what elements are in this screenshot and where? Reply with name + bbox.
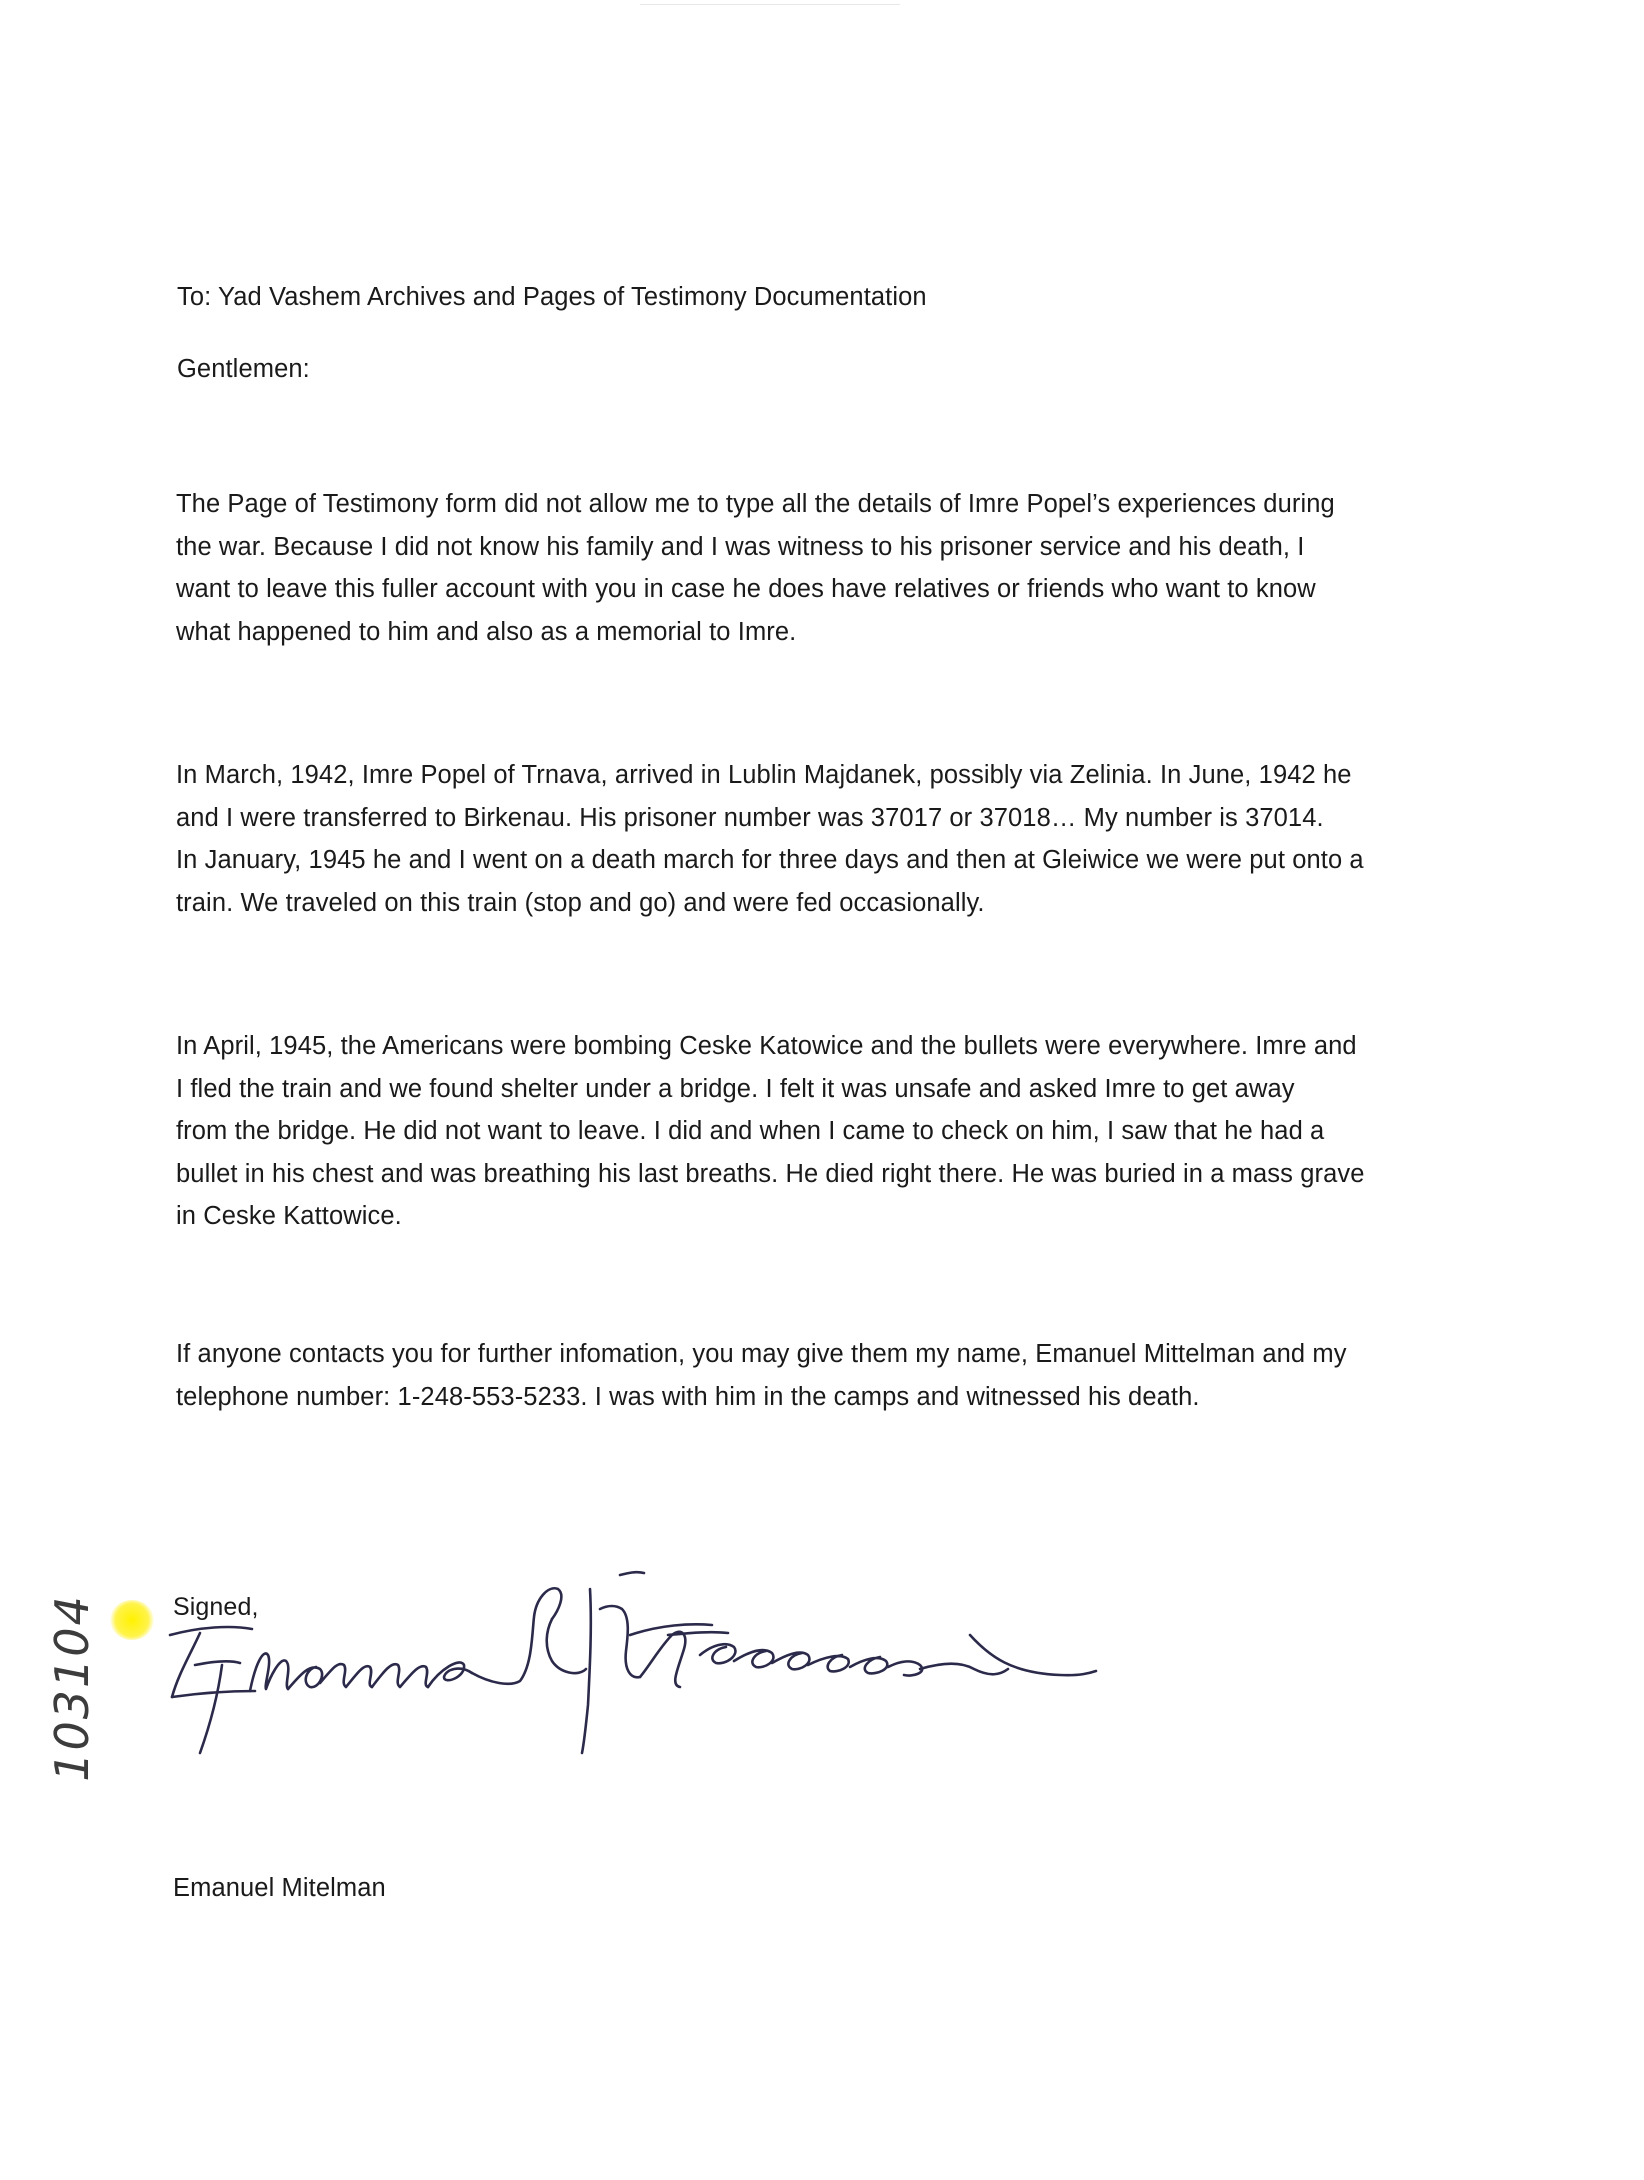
paragraph-line: In January, 1945 he and I went on a death march for three days and then at Gleiwice we were put onto a (176, 846, 1364, 875)
paragraph-line: the war. Because I did not know his family and I was witness to his prisoner service and his death, I (176, 532, 1305, 561)
salutation: Gentlemen: (177, 355, 310, 383)
paragraph-line: If anyone contacts you for further infomation, you may give them my name, Emanuel Mittelman and my (176, 1340, 1347, 1368)
paragraph-line: what happened to him and also as a memorial to Imre. (176, 617, 797, 646)
paragraph-line: I fled the train and we found shelter under a bridge. I felt it was unsafe and asked Imre to get away (176, 1074, 1295, 1103)
signer-name: Emanuel Mitelman (173, 1874, 386, 1902)
paragraph-line: want to leave this fuller account with you in case he does have relatives or friends who want to know (176, 575, 1316, 604)
paragraph-line: and I were transferred to Birkenau. His prisoner number was 37017 or 37018… My number is 37014. (176, 803, 1324, 832)
paragraph-line: In April, 1945, the Americans were bombing Ceske Katowice and the bullets were everywhere. Imre and (176, 1032, 1357, 1060)
paragraph-camps (176, 754, 1364, 924)
paragraph-line: in Ceske Kattowice. (176, 1202, 402, 1231)
paragraph-line: The Page of Testimony form did not allow me to type all the details of Imre Popel’s experiences during (176, 490, 1335, 518)
paragraph-line: In March, 1942, Imre Popel of Trnava, arrived in Lublin Majdanek, possibly via Zelinia. In June, 1942 he (176, 761, 1352, 789)
scan-edge-mark (640, 4, 900, 5)
paragraph-line: train. We traveled on this train (stop and go) and were fed occasionally. (176, 888, 985, 917)
recipient-line: To: Yad Vashem Archives and Pages of Testimony Documentation (177, 283, 927, 311)
signed-label: Signed, (173, 1593, 259, 1621)
handwritten-signature (160, 1565, 1100, 1755)
paragraph-contact (176, 1333, 1347, 1418)
paragraph-death (176, 1025, 1364, 1238)
yellow-highlight-mark (110, 1600, 154, 1640)
paragraph-line: telephone number: 1-248-553-5233. I was with him in the camps and witnessed his death. (176, 1382, 1200, 1411)
paragraph-line: from the bridge. He did not want to leave. I did and when I came to check on him, I saw that he had a (176, 1117, 1325, 1146)
handwritten-archive-number: 103104 (45, 1594, 99, 1782)
paragraph-intro (176, 483, 1335, 653)
paragraph-line: bullet in his chest and was breathing his last breaths. He died right there. He was buried in a mass grave (176, 1159, 1365, 1188)
